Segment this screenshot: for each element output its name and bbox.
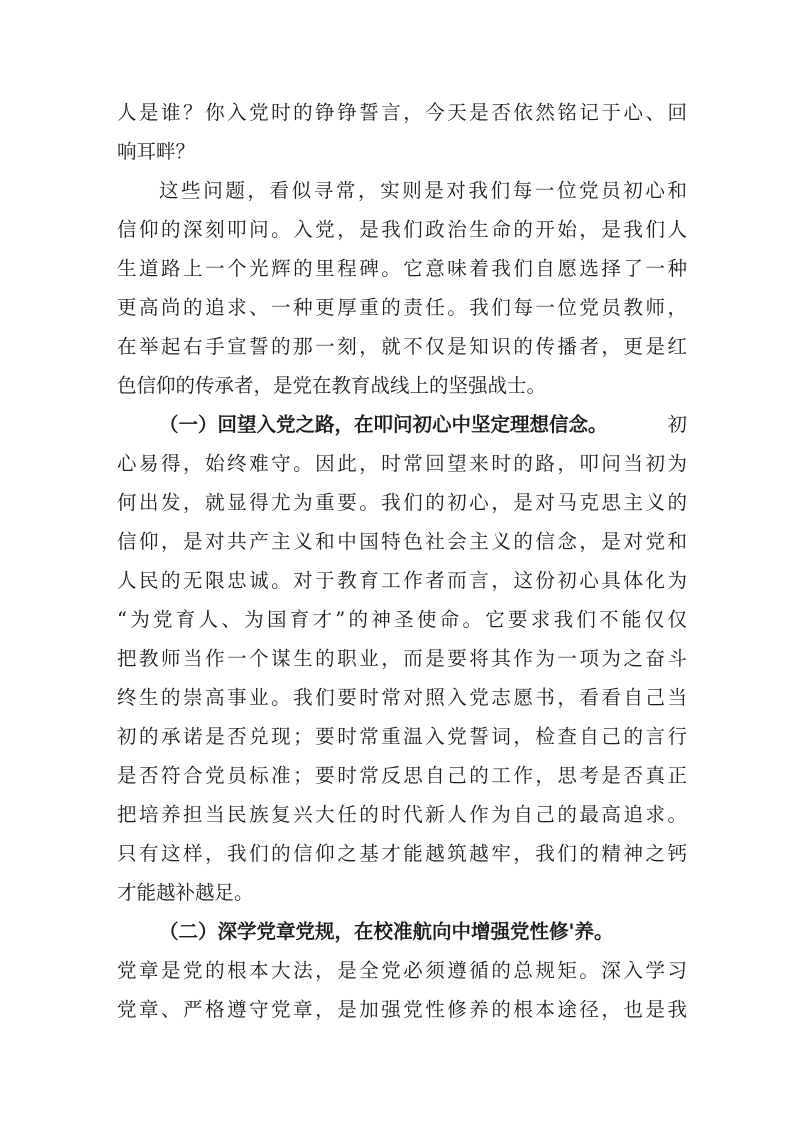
text-line: “为党育人、为国育才”的神圣使命。它要求我们不能仅仅 bbox=[117, 608, 687, 631]
text-line: 才能越补越足。 bbox=[117, 881, 254, 904]
text-line: 把培养担当民族复兴大任的时代新人作为自己的最高追求。 bbox=[117, 803, 687, 826]
text-line: 党章是党的根本大法，是全党必须遵循的总规矩。深入学习 bbox=[117, 959, 687, 982]
section-heading-line bbox=[159, 408, 687, 442]
text-line: 人民的无限忠诚。对于教育工作者而言，这份初心具体化为 bbox=[117, 569, 687, 592]
text-line: 信仰，是对共产主义和中国特色社会主义的信念，是对党和 bbox=[117, 530, 687, 553]
text-line: 党章、严格遵守党章，是加强党性修养的根本途径，也是我 bbox=[117, 998, 687, 1021]
text-line: 生道路上一个光辉的里程碑。它意味着我们自愿选择了一种 bbox=[117, 257, 687, 280]
section-heading-2: （二）深学党章党规，在校准航向中增强党性修'养。 bbox=[159, 920, 614, 943]
text-line: 信仰的深刻叩问。入党，是我们政治生命的开始，是我们人 bbox=[117, 218, 687, 241]
text-line: 初的承诺是否兑现；要时常重温入党誓词，检查自己的言行 bbox=[117, 725, 687, 748]
text-line: 色信仰的传承者，是党在教育战线上的坚强战士。 bbox=[117, 374, 547, 397]
text-line: 把教师当作一个谋生的职业，而是要将其作为一项为之奋斗 bbox=[117, 647, 687, 670]
paragraph-first-line: 这些问题，看似寻常，实则是对我们每一位党员初心和 bbox=[159, 179, 687, 202]
text-fragment: 初 bbox=[667, 413, 687, 436]
text-line: 终生的崇高事业。我们要时常对照入党志愿书，看看自己当 bbox=[117, 686, 687, 709]
text-line: 响耳畔？ bbox=[117, 140, 196, 163]
section-heading-1: （一）回望入党之路，在叩问初心中坚定理想信念。 bbox=[159, 413, 608, 436]
text-line: 更高尚的追求、一种更厚重的责任。我们每一位党员教师， bbox=[117, 296, 687, 319]
text-line: 在举起右手宣誓的那一刻，就不仅是知识的传播者，更是红 bbox=[117, 335, 687, 358]
text-line: 心易得，始终难守。因此，时常回望来时的路，叩问当初为 bbox=[117, 452, 687, 475]
text-line: 是否符合党员标准；要时常反思自己的工作，思考是否真正 bbox=[117, 764, 687, 787]
text-line: 人是谁？你入党时的铮铮誓言，今天是否依然铭记于心、回 bbox=[117, 101, 687, 124]
text-line: 只有这样，我们的信仰之基才能越筑越牢，我们的精神之钙 bbox=[117, 842, 687, 865]
text-line: 何出发，就显得尤为重要。我们的初心，是对马克思主义的 bbox=[117, 491, 687, 514]
